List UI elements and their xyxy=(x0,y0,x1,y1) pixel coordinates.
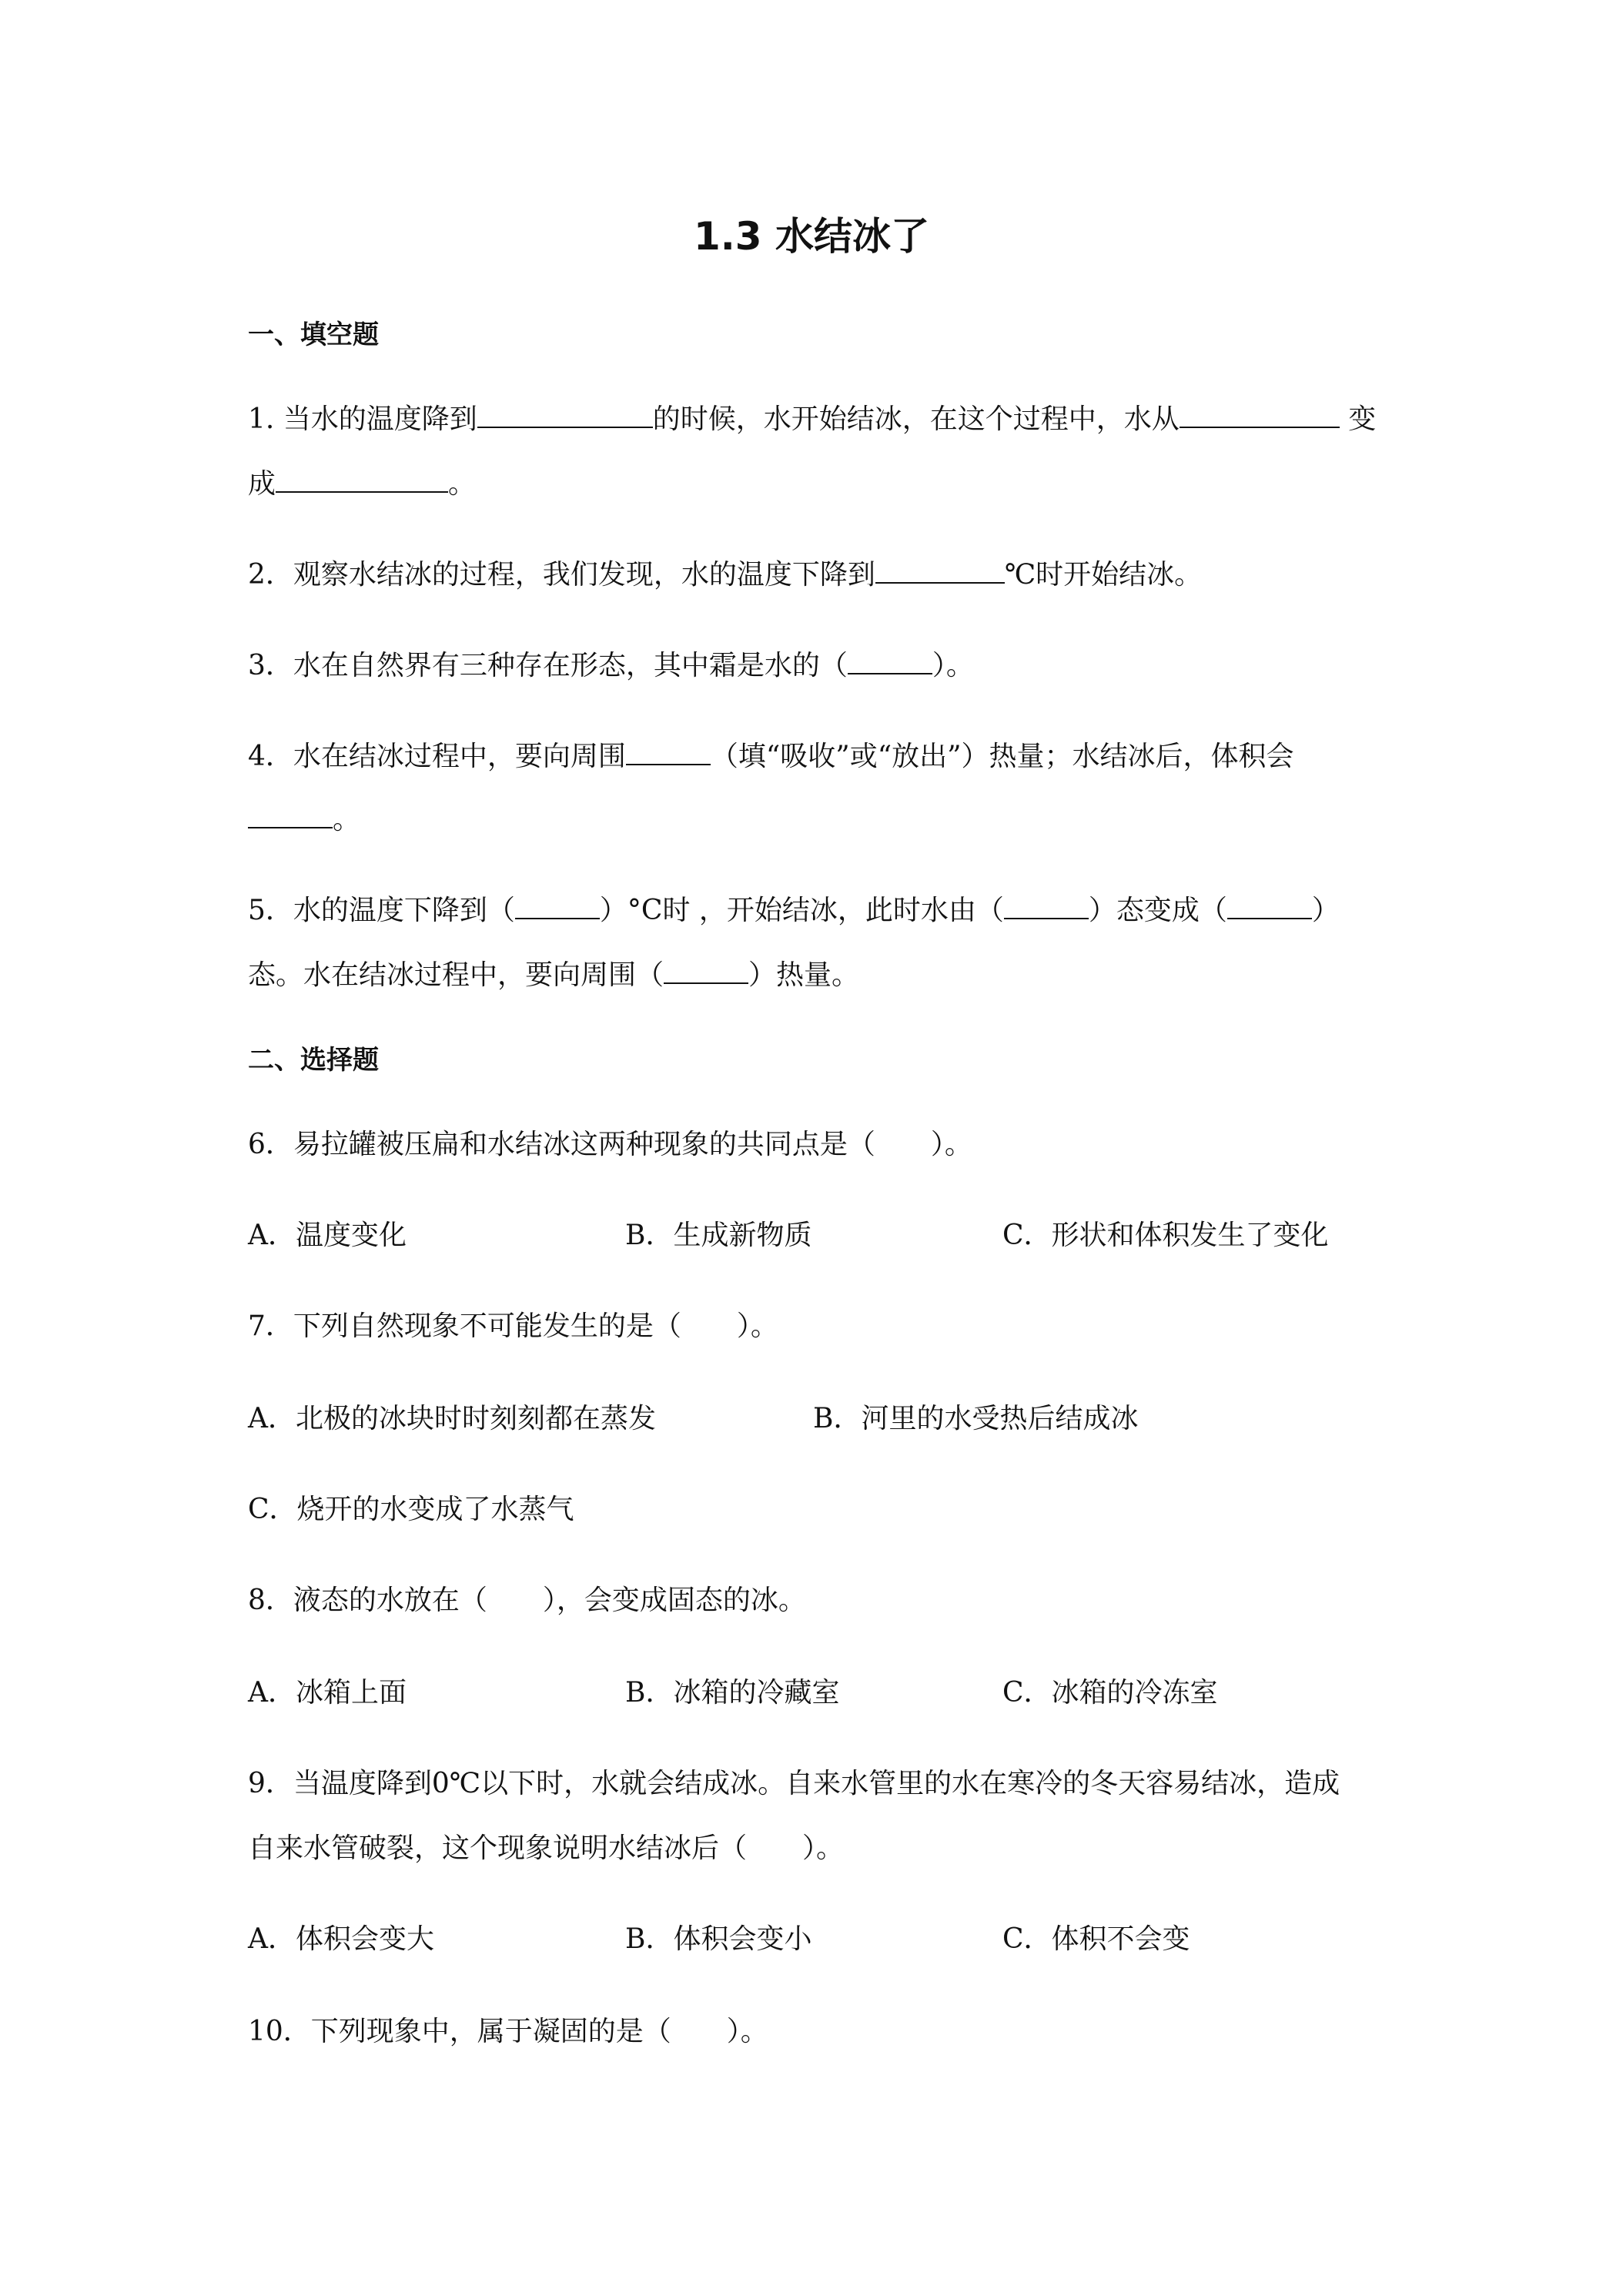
question-9-option-b[interactable]: B．体积会变小 xyxy=(625,1923,812,1955)
section-fill-in: 一、填空题 xyxy=(248,320,379,350)
question-6-stem: 6．易拉罐被压扁和水结冰这两种现象的共同点是（ ）。 xyxy=(248,1129,972,1160)
question-3: 3．水在自然界有三种存在形态，其中霜是水的（ ）。 xyxy=(248,647,974,685)
answer-blank[interactable] xyxy=(1004,892,1089,919)
question-5-line-2: 态。水在结冰过程中，要向周围（ ）热量。 xyxy=(248,956,859,995)
question-9-stem-line-1: 9．当温度降到0℃以下时，水就会结成冰。自来水管里的水在寒冷的冬天容易结冰，造成 xyxy=(248,1768,1340,1799)
question-6-option-a[interactable]: A．温度变化 xyxy=(248,1220,407,1251)
page-title: 1.3 水结冰了 xyxy=(694,214,929,259)
answer-blank[interactable] xyxy=(626,738,711,765)
question-10-stem: 10．下列现象中，属于凝固的是（ ）。 xyxy=(248,2016,768,2047)
question-6-option-b[interactable]: B．生成新物质 xyxy=(625,1220,812,1251)
answer-blank[interactable] xyxy=(515,892,600,919)
question-4-line-2: 。 xyxy=(248,801,360,839)
question-7-option-a[interactable]: A．北极的冰块时时刻刻都在蒸发 xyxy=(248,1403,656,1434)
question-8-option-c[interactable]: C．冰箱的冷冻室 xyxy=(1002,1677,1218,1709)
question-7-stem: 7．下列自然现象不可能发生的是（ ）。 xyxy=(248,1310,778,1342)
answer-blank[interactable] xyxy=(664,956,748,984)
question-8-option-a[interactable]: A．冰箱上面 xyxy=(248,1677,407,1709)
answer-blank[interactable] xyxy=(276,465,448,493)
question-9-option-c[interactable]: C．体积不会变 xyxy=(1002,1923,1190,1955)
question-7-option-c[interactable]: C．烧开的水变成了水蒸气 xyxy=(248,1494,574,1525)
question-5-line-1: 5．水的温度下降到（ ）°C时 ，开始结冰，此时水由（ ）态变成（ ） xyxy=(248,892,1340,930)
answer-blank[interactable] xyxy=(477,400,653,428)
answer-blank[interactable] xyxy=(248,801,333,828)
question-8-option-b[interactable]: B．冰箱的冷藏室 xyxy=(625,1677,840,1709)
question-4-line-1: 4．水在结冰过程中，要向周围 （填“吸收”或“放出”）热量；水结冰后，体积会 xyxy=(248,738,1294,776)
answer-blank[interactable] xyxy=(1180,400,1340,428)
answer-blank[interactable] xyxy=(1227,892,1312,919)
section-multiple-choice: 二、选择题 xyxy=(248,1045,379,1076)
question-8-stem: 8．液态的水放在（ ），会变成固态的冰。 xyxy=(248,1585,806,1616)
question-1-line-1: 1. 当水的温度降到 的时候，水开始结冰，在这个过程中，水从 变 xyxy=(248,400,1376,439)
question-6-option-c[interactable]: C．形状和体积发生了变化 xyxy=(1002,1220,1329,1251)
question-9-option-a[interactable]: A．体积会变大 xyxy=(248,1923,434,1955)
answer-blank[interactable] xyxy=(875,556,1005,584)
question-2: 2．观察水结冰的过程，我们发现，水的温度下降到 ℃时开始结冰。 xyxy=(248,556,1202,594)
question-7-option-b[interactable]: B．河里的水受热后结成冰 xyxy=(813,1403,1139,1434)
question-9-stem-line-2: 自来水管破裂，这个现象说明水结冰后（ ）。 xyxy=(248,1832,845,1864)
question-1-line-2: 成 。 xyxy=(248,465,476,504)
answer-blank[interactable] xyxy=(848,647,932,674)
